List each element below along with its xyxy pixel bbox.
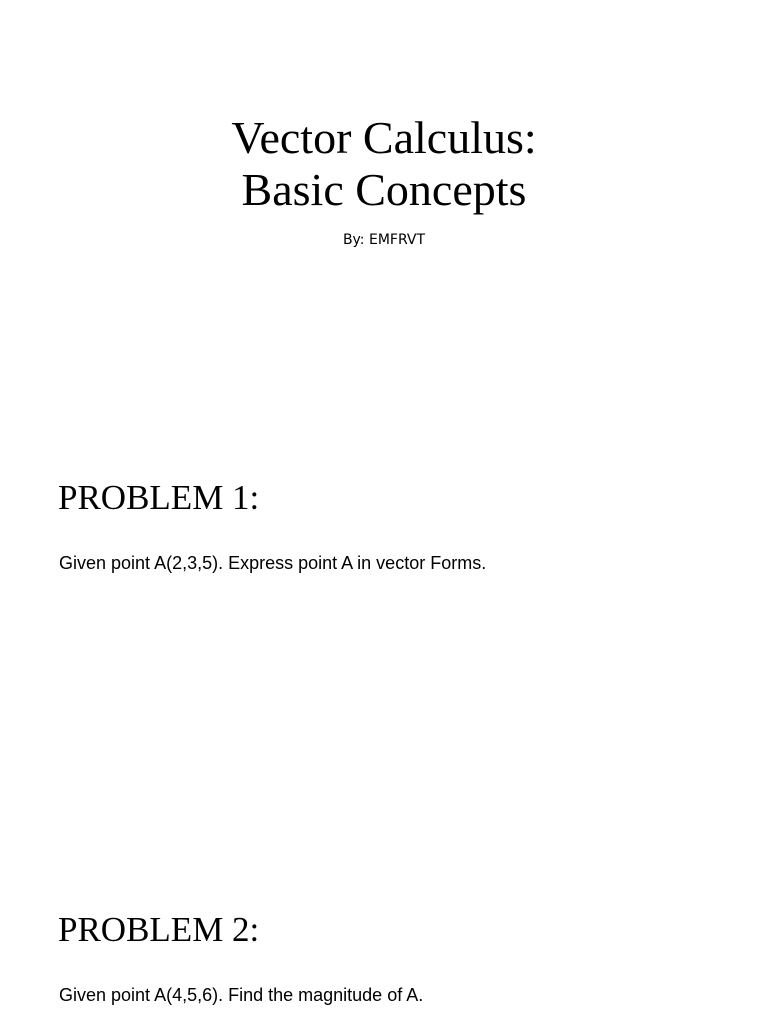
slide-title [0, 112, 768, 216]
problem-1-slide [0, 432, 768, 864]
problem-1-heading: PROBLEM 1: [58, 478, 260, 517]
problem-2-text: Given point A(4,5,6). Find the magnitude of A. [59, 985, 424, 1005]
problem-1-text: Given point A(2,3,5). Express point A in vector Forms. [59, 553, 487, 573]
title-slide [0, 0, 768, 432]
author-byline: By: EMFRVT [342, 232, 426, 248]
problem-2-heading: PROBLEM 2: [58, 910, 260, 949]
problem-2-slide [0, 864, 768, 1024]
title-line-1: Vector Calculus: [231, 112, 537, 163]
title-line-2: Basic Concepts [241, 164, 527, 215]
